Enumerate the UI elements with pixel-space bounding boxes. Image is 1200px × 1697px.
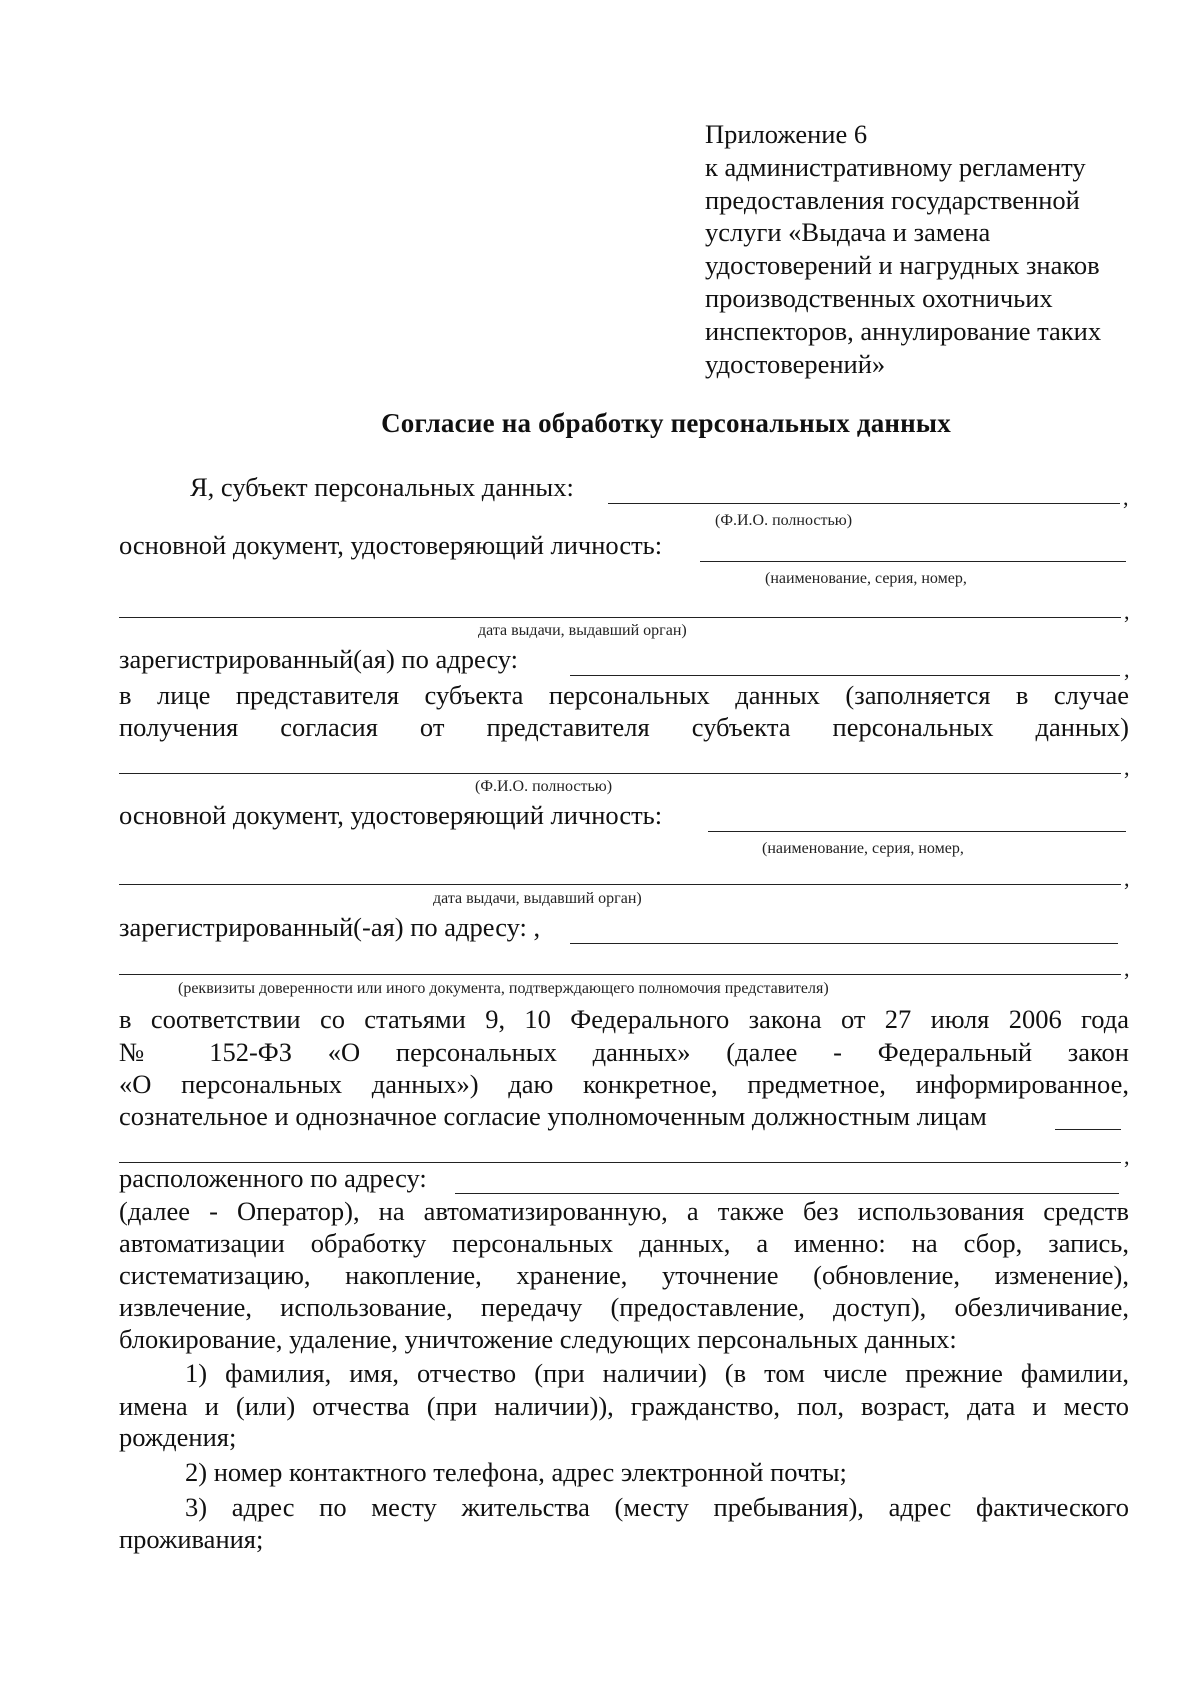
annex-line: предоставления государственной [705,184,1080,215]
doc-field-cont[interactable] [119,617,1121,618]
annex-line: к административному регламенту [705,151,1086,182]
body-line: «О персональных данных») даю конкретное, предметное, информированное, [119,1069,1129,1099]
rep-doc-field[interactable] [708,831,1126,832]
rep-fio-caption: (Ф.И.О. полностью) [475,778,613,795]
rep-doc-field-cont[interactable] [119,884,1121,885]
rep-line: получения согласия от представителя субъекта персональных данных) [119,712,1129,742]
official-field[interactable] [1055,1129,1121,1130]
rep-doc-caption: (наименование, серия, номер, [762,840,964,857]
comma: , [1124,755,1130,780]
body-line: сознательное и однозначное согласие уполномоченным должностным лицам [119,1101,987,1131]
list-item-line: 3) адрес по месту жительства (месту пребывания), адрес фактического [185,1492,1129,1522]
subject-label: Я, субъект персональных данных: [190,472,574,502]
list-item-line: имена и (или) отчества (при наличии)), гражданство, пол, возраст, дата и место [119,1391,1129,1421]
comma: , [1124,599,1130,624]
annex-line: услуги «Выдача и замена [705,217,991,248]
list-item-line: 1) фамилия, имя, отчество (при наличии) (в том числе прежние фамилии, [185,1358,1129,1388]
doc-caption: дата выдачи, выдавший орган) [478,622,687,639]
poa-caption: (реквизиты доверенности или иного документа, подтверждающего полномочия представителя) [178,980,829,997]
document-title: Согласие на обработку персональных данных [381,408,951,438]
subject-fio-field[interactable] [608,503,1120,504]
list-item: 2) номер контактного телефона, адрес электронной почты; [185,1457,847,1487]
rep-registered-label: зарегистрированный(-ая) по адресу: , [119,912,541,942]
body-line: извлечение, использование, передачу (предоставление, доступ), обезличивание, [119,1292,1129,1322]
doc-caption: (наименование, серия, номер, [765,570,967,587]
operator-address-label: расположенного по адресу: [119,1163,427,1193]
annex-line: удостоверений и нагрудных знаков [705,250,1100,281]
body-line: (далее - Оператор), на автоматизированную, а также без использования средств [119,1196,1129,1226]
registered-label: зарегистрированный(ая) по адресу: [119,644,519,674]
annex-line: Приложение 6 [705,119,868,149]
comma: , [1123,485,1129,510]
list-item-line: рождения; [119,1422,237,1452]
comma: , [1124,866,1130,891]
doc-label: основной документ, удостоверяющий личность: [119,530,663,560]
rep-line: в лице представителя субъекта персональных данных (заполняется в случае [119,680,1129,710]
rep-doc-label: основной документ, удостоверяющий личность: [119,800,663,830]
operator-address-field[interactable] [455,1193,1119,1194]
body-line: № 152-ФЗ «О персональных данных» (далее - Федеральный закон [119,1037,1129,1067]
list-item-line: проживания; [119,1524,264,1554]
rep-fio-field[interactable] [119,773,1121,774]
body-line: систематизацию, накопление, хранение, уточнение (обновление, изменение), [119,1260,1129,1290]
annex-header [705,118,1155,380]
rep-doc-caption: дата выдачи, выдавший орган) [433,890,642,907]
poa-field[interactable] [119,974,1121,975]
doc-field[interactable] [700,561,1126,562]
body-line: в соответствии со статьями 9, 10 Федерального закона от 27 июля 2006 года [119,1004,1129,1034]
annex-line: производственных охотничьих [705,282,1053,313]
body-line: автоматизации обработку персональных данных, а именно: на сбор, запись, [119,1228,1129,1258]
annex-line: инспекторов, аннулирование таких [705,315,1102,346]
rep-address-field[interactable] [570,943,1118,944]
comma: , [1124,657,1130,682]
comma: , [1124,956,1130,981]
comma: , [1124,1144,1130,1169]
annex-line: удостоверений» [705,348,886,379]
body-line: блокирование, удаление, уничтожение следующих персональных данных: [119,1324,957,1354]
address-field[interactable] [570,675,1120,676]
fio-caption: (Ф.И.О. полностью) [715,512,853,529]
